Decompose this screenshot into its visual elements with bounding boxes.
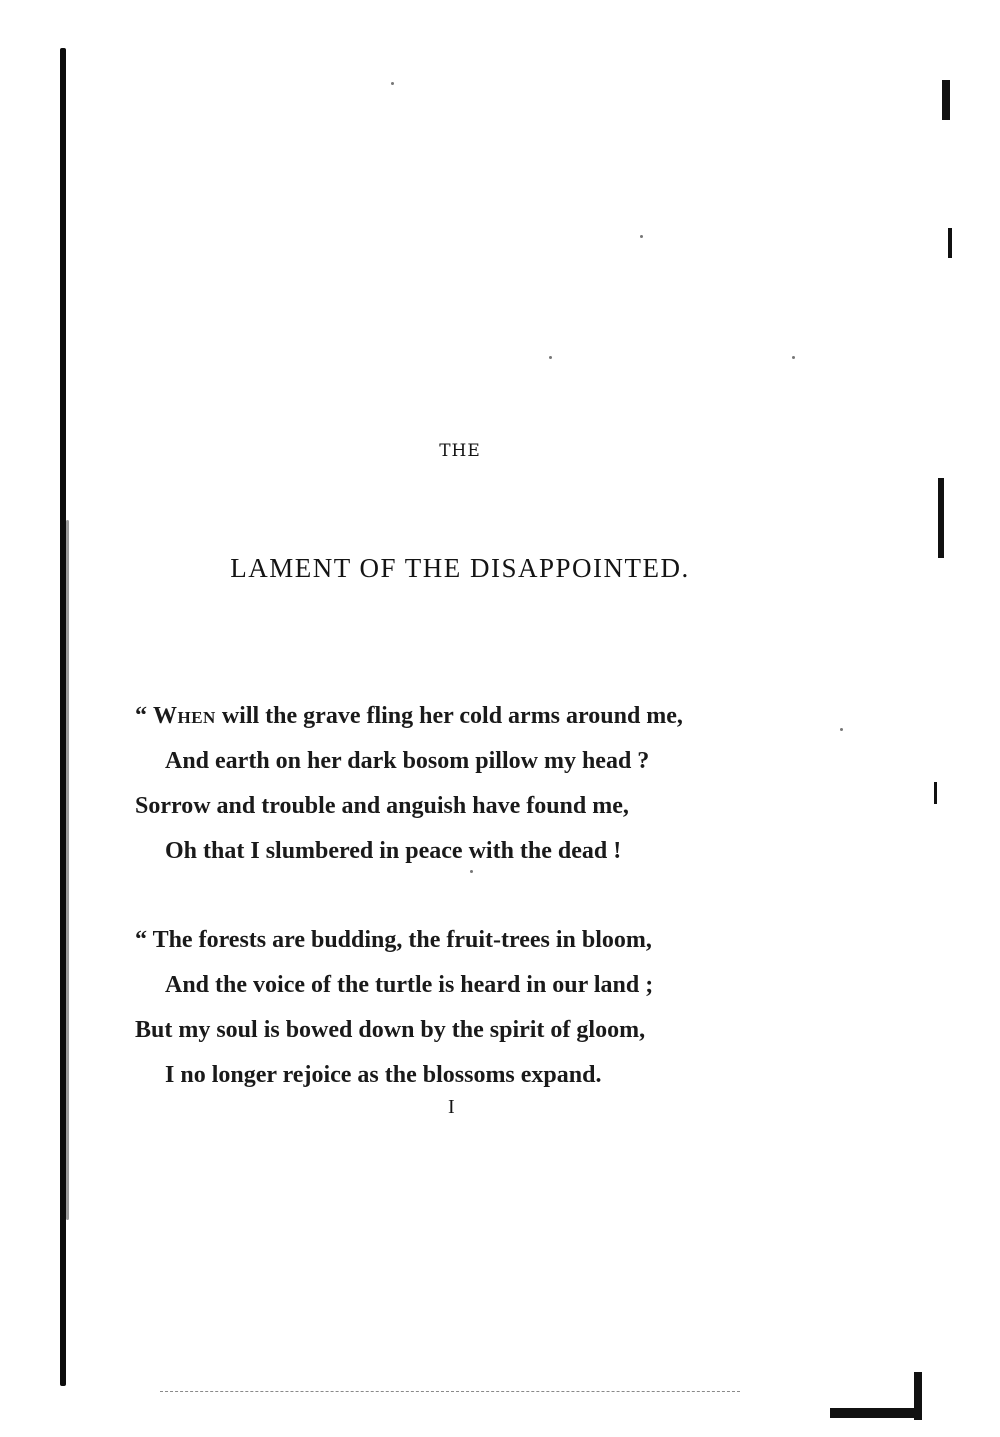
signature-mark: I (448, 1096, 455, 1118)
scan-artifact (830, 1408, 920, 1418)
poem-line: I no longer rejoice as the blossoms expand. (165, 1062, 602, 1088)
scan-artifact (938, 478, 944, 558)
page-bottom-rule (160, 1391, 740, 1392)
poem-line: And the voice of the turtle is heard in our land ; (165, 972, 654, 998)
poem-line (135, 694, 683, 739)
poem-line: And earth on her dark bosom pillow my head ? (165, 748, 650, 774)
open-quote: “ (135, 703, 153, 729)
poem-line: But my soul is bowed down by the spirit of gloom, (135, 1017, 646, 1043)
poem-title: LAMENT OF THE DISAPPOINTED. (230, 553, 690, 583)
title-prefix: THE (439, 441, 481, 461)
stanza (135, 694, 683, 874)
binding-shadow (66, 520, 69, 1220)
speck (792, 356, 795, 359)
lead-word: When (153, 703, 216, 729)
speck (549, 356, 552, 359)
speck (391, 82, 394, 85)
stanza (135, 918, 653, 1098)
poem-line: “ The forests are budding, the fruit-trees in bloom, (135, 927, 652, 953)
speck (840, 728, 843, 731)
poem-line: Oh that I slumbered in peace with the dead ! (165, 838, 622, 864)
scan-artifact (948, 228, 952, 258)
scan-artifact (934, 782, 937, 804)
speck (640, 235, 643, 238)
poem-line: Sorrow and trouble and anguish have found me, (135, 793, 629, 819)
line-text: will the grave fling her cold arms around me, (215, 703, 683, 729)
scan-artifact (942, 80, 950, 120)
